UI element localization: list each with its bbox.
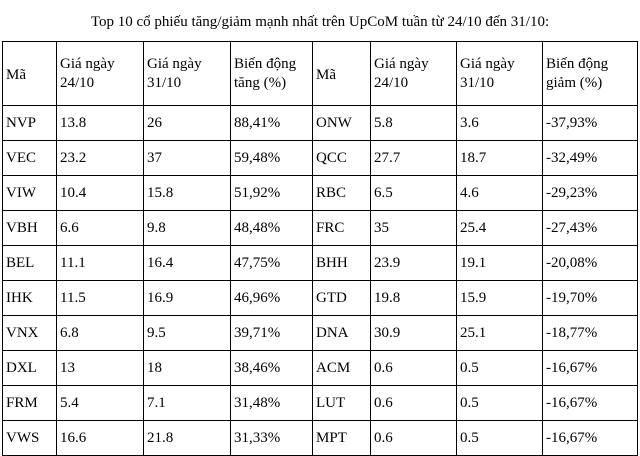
cell-ticker-loss: DNA	[313, 316, 371, 351]
cell-price-start-loss: 6.5	[371, 176, 457, 211]
cell-change-down: -32,49%	[543, 141, 638, 176]
cell-ticker-gain: VBH	[3, 211, 57, 246]
cell-change-down: -16,67%	[543, 351, 638, 386]
cell-price-start-loss: 5.8	[371, 106, 457, 141]
cell-change-up: 46,96%	[231, 281, 313, 316]
cell-price-end-loss: 25.4	[457, 211, 543, 246]
cell-change-down: -19,70%	[543, 281, 638, 316]
cell-price-end-gain: 16.9	[144, 281, 231, 316]
table-caption: Top 10 cổ phiếu tăng/giảm mạnh nhất trên UpCoM tuần từ 24/10 đến 31/10:	[90, 14, 550, 30]
cell-price-start-loss: 30.9	[371, 316, 457, 351]
cell-ticker-loss: ACM	[313, 351, 371, 386]
header-ticker-gainers: Mã	[3, 42, 57, 106]
cell-change-down: -16,67%	[543, 421, 638, 456]
cell-price-start-loss: 27.7	[371, 141, 457, 176]
header-change-up: Biến động tăng (%)	[231, 42, 313, 106]
cell-ticker-loss: BHH	[313, 246, 371, 281]
table-row	[3, 351, 638, 386]
cell-price-end-loss: 19.1	[457, 246, 543, 281]
cell-change-up: 47,75%	[231, 246, 313, 281]
cell-price-end-loss: 0.5	[457, 386, 543, 421]
table-row	[3, 421, 638, 456]
cell-change-up: 51,92%	[231, 176, 313, 211]
cell-change-down: -37,93%	[543, 106, 638, 141]
cell-change-up: 31,33%	[231, 421, 313, 456]
cell-ticker-loss: RBC	[313, 176, 371, 211]
cell-change-up: 39,71%	[231, 316, 313, 351]
cell-price-start-gain: 13.8	[57, 106, 144, 141]
cell-price-end-gain: 9.8	[144, 211, 231, 246]
cell-ticker-gain: VIW	[3, 176, 57, 211]
cell-price-end-loss: 18.7	[457, 141, 543, 176]
table-row	[3, 176, 638, 211]
table-row	[3, 141, 638, 176]
cell-ticker-gain: VEC	[3, 141, 57, 176]
cell-ticker-loss: QCC	[313, 141, 371, 176]
cell-price-end-loss: 0.5	[457, 421, 543, 456]
cell-ticker-loss: GTD	[313, 281, 371, 316]
cell-change-down: -27,43%	[543, 211, 638, 246]
header-price-start-losers: Giá ngày 24/10	[371, 42, 457, 106]
cell-ticker-gain: IHK	[3, 281, 57, 316]
table-row	[3, 106, 638, 141]
cell-price-start-loss: 0.6	[371, 386, 457, 421]
cell-ticker-loss: ONW	[313, 106, 371, 141]
stock-movers-table	[2, 41, 638, 456]
cell-price-end-loss: 0.5	[457, 351, 543, 386]
cell-ticker-gain: FRM	[3, 386, 57, 421]
cell-ticker-loss: MPT	[313, 421, 371, 456]
header-change-down: Biến động giảm (%)	[543, 42, 638, 106]
cell-price-start-gain: 13	[57, 351, 144, 386]
cell-price-start-gain: 11.5	[57, 281, 144, 316]
cell-change-down: -20,08%	[543, 246, 638, 281]
cell-price-start-gain: 23.2	[57, 141, 144, 176]
cell-price-start-gain: 5.4	[57, 386, 144, 421]
cell-price-end-loss: 25.1	[457, 316, 543, 351]
cell-price-end-gain: 26	[144, 106, 231, 141]
cell-change-down: -18,77%	[543, 316, 638, 351]
header-row	[3, 42, 638, 106]
header-price-end-losers: Giá ngày 31/10	[457, 42, 543, 106]
cell-ticker-loss: FRC	[313, 211, 371, 246]
cell-ticker-loss: LUT	[313, 386, 371, 421]
cell-change-up: 31,48%	[231, 386, 313, 421]
cell-price-start-gain: 11.1	[57, 246, 144, 281]
cell-price-start-gain: 16.6	[57, 421, 144, 456]
cell-price-end-gain: 21.8	[144, 421, 231, 456]
cell-ticker-gain: VNX	[3, 316, 57, 351]
cell-price-start-loss: 0.6	[371, 351, 457, 386]
cell-change-up: 38,46%	[231, 351, 313, 386]
cell-price-end-gain: 37	[144, 141, 231, 176]
cell-ticker-gain: BEL	[3, 246, 57, 281]
cell-price-end-loss: 15.9	[457, 281, 543, 316]
header-price-start-gainers: Giá ngày 24/10	[57, 42, 144, 106]
cell-ticker-gain: DXL	[3, 351, 57, 386]
cell-price-end-gain: 9.5	[144, 316, 231, 351]
table-row	[3, 281, 638, 316]
cell-change-up: 48,48%	[231, 211, 313, 246]
cell-price-start-loss: 19.8	[371, 281, 457, 316]
cell-change-down: -29,23%	[543, 176, 638, 211]
cell-price-end-loss: 3.6	[457, 106, 543, 141]
cell-price-start-loss: 35	[371, 211, 457, 246]
cell-ticker-gain: NVP	[3, 106, 57, 141]
table-row	[3, 246, 638, 281]
cell-change-up: 88,41%	[231, 106, 313, 141]
cell-price-start-gain: 6.6	[57, 211, 144, 246]
cell-price-end-gain: 18	[144, 351, 231, 386]
cell-price-start-loss: 0.6	[371, 421, 457, 456]
header-price-end-gainers: Giá ngày 31/10	[144, 42, 231, 106]
cell-change-up: 59,48%	[231, 141, 313, 176]
table-row	[3, 211, 638, 246]
cell-change-down: -16,67%	[543, 386, 638, 421]
cell-price-start-gain: 6.8	[57, 316, 144, 351]
cell-price-start-gain: 10.4	[57, 176, 144, 211]
header-ticker-losers: Mã	[313, 42, 371, 106]
cell-price-end-gain: 7.1	[144, 386, 231, 421]
cell-price-end-gain: 15.8	[144, 176, 231, 211]
cell-price-end-gain: 16.4	[144, 246, 231, 281]
cell-ticker-gain: VWS	[3, 421, 57, 456]
table-row	[3, 316, 638, 351]
cell-price-end-loss: 4.6	[457, 176, 543, 211]
cell-price-start-loss: 23.9	[371, 246, 457, 281]
table-row	[3, 386, 638, 421]
